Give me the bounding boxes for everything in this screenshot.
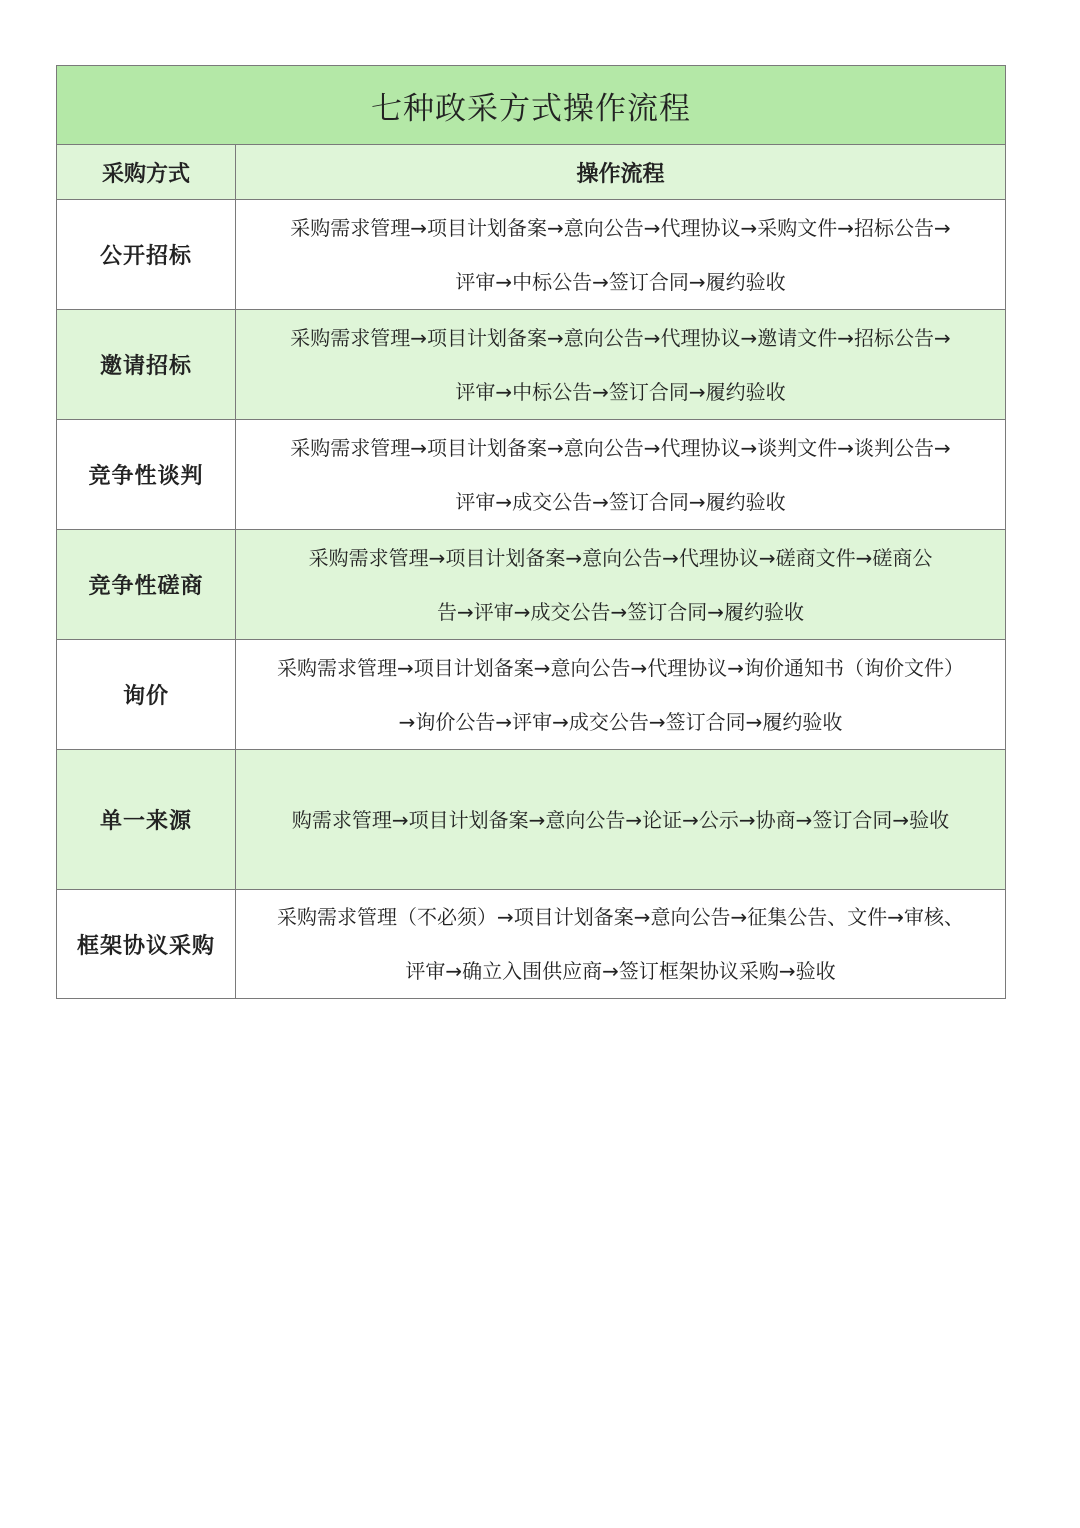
header-method: 采购方式 [57,145,236,200]
flow-line: 评审→中标公告→签订合同→履约验收 [455,269,786,294]
flow-line: 采购需求管理→项目计划备案→意向公告→代理协议→邀请文件→招标公告→ [290,325,951,350]
method-cell: 邀请招标 [57,310,236,420]
method-cell: 竞争性谈判 [57,420,236,530]
flow-line: →询价公告→评审→成交公告→签订合同→履约验收 [398,709,843,734]
flow-cell [236,640,1006,750]
flow-cell [236,420,1006,530]
table-row [57,750,1006,890]
flow-cell [236,310,1006,420]
flow-line: 告→评审→成交公告→签订合同→履约验收 [436,599,805,624]
flow-line: 购需求管理→项目计划备案→意向公告→论证→公示→协商→签订合同→验收 [291,807,950,832]
title-row [57,66,1006,145]
method-cell: 询价 [57,640,236,750]
flow-line: 评审→中标公告→签订合同→履约验收 [455,379,786,404]
method-cell: 框架协议采购 [57,890,236,999]
flow-cell [236,750,1006,890]
flow-line: 评审→成交公告→签订合同→履约验收 [455,489,786,514]
flow-cell [236,890,1006,999]
flow-line: 采购需求管理→项目计划备案→意向公告→代理协议→谈判文件→谈判公告→ [290,435,951,460]
table-row [57,530,1006,640]
method-cell: 公开招标 [57,200,236,310]
flow-line: 采购需求管理（不必须）→项目计划备案→意向公告→征集公告、文件→审核、 [276,905,965,929]
flow-line: 采购需求管理→项目计划备案→意向公告→代理协议→磋商文件→磋商公 [308,545,933,570]
header-row [57,145,1006,200]
flow-cell [236,200,1006,310]
flow-line: 评审→确立入围供应商→签订框架协议采购→验收 [405,959,836,983]
procurement-table [56,65,1006,999]
table-row [57,640,1006,750]
table-row [57,420,1006,530]
flow-line: 采购需求管理→项目计划备案→意向公告→代理协议→询价通知书（询价文件） [276,655,965,680]
flow-line: 采购需求管理→项目计划备案→意向公告→代理协议→采购文件→招标公告→ [290,215,951,240]
table-row [57,890,1006,999]
table-row [57,310,1006,420]
method-cell: 竞争性磋商 [57,530,236,640]
table-row [57,200,1006,310]
table-title: 七种政采方式操作流程 [57,66,1006,145]
flow-cell [236,530,1006,640]
header-flow: 操作流程 [236,145,1006,200]
method-cell: 单一来源 [57,750,236,890]
